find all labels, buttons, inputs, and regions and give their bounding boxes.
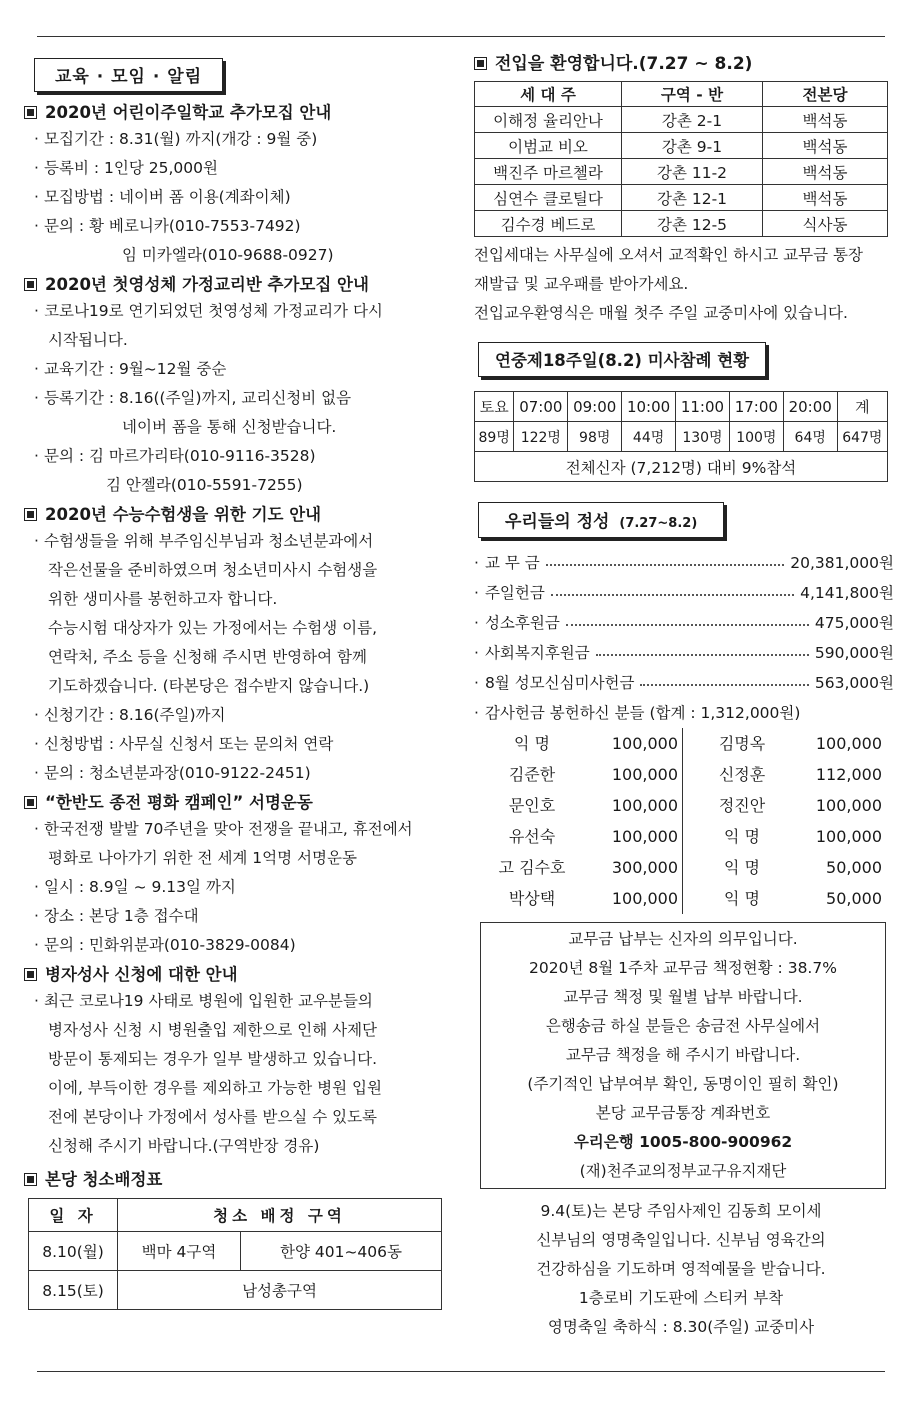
notice-line: 기도하겠습니다. (타본당은 접수받지 않습니다.) bbox=[48, 677, 370, 695]
table-cell: 강촌 12-1 bbox=[622, 185, 763, 211]
mass-count-cell: 647명 bbox=[837, 422, 887, 452]
bullet-dot: · bbox=[474, 554, 479, 572]
mass-count-cell: 98명 bbox=[568, 422, 622, 452]
donor-amount: 100,000 bbox=[611, 796, 678, 815]
notice-line: 방문이 통제되는 경우가 일부 발생하고 있습니다. bbox=[48, 1050, 378, 1068]
bullet-dot: · bbox=[474, 674, 479, 692]
mass-time-header: 토요 bbox=[475, 392, 514, 422]
offering-amount: 590,000원 bbox=[814, 644, 894, 662]
bullet-dot: · bbox=[474, 584, 479, 602]
mass-attendance-title: 연중제18주일(8.2) 미사참례 현황 bbox=[478, 342, 766, 377]
square-bullet-icon bbox=[24, 508, 37, 521]
notice-line: 김 안젤라(010-5591-7255) bbox=[106, 476, 303, 494]
square-bullet-icon bbox=[24, 796, 37, 809]
bullet-dot: · bbox=[474, 614, 479, 632]
offering-label: 사회복지후원금 bbox=[484, 644, 590, 662]
offering-amount: 4,141,800원 bbox=[800, 584, 894, 602]
col-header: 세 대 주 bbox=[475, 82, 622, 107]
square-bullet-icon bbox=[24, 106, 37, 119]
donor-name: 정진안 bbox=[718, 796, 766, 815]
welcome-note: 재발급 및 교우패를 받아가세요. bbox=[474, 275, 689, 293]
welcome-note: 전입교우환영식은 매월 첫주 주일 교중미사에 있습니다. bbox=[474, 304, 848, 322]
offerings-list bbox=[474, 548, 894, 698]
table-cell: 강촌 11-2 bbox=[622, 159, 763, 185]
donor-name: 고 김수호 bbox=[498, 858, 566, 877]
col-header: 구역 - 반 bbox=[622, 82, 763, 107]
welcome-note: 전입세대는 사무실에 오셔서 교적확인 하시고 교무금 통장 bbox=[474, 246, 863, 264]
square-bullet-icon bbox=[24, 278, 37, 291]
feast-line: 영명축일 축하식 : 8.30(주일) 교중미사 bbox=[547, 1318, 815, 1336]
donor-amount: 100,000 bbox=[611, 889, 678, 908]
mass-time-header: 10:00 bbox=[622, 392, 676, 422]
top-rule bbox=[37, 36, 885, 37]
tithe-line: (주기적인 납부여부 확인, 동명이인 필히 확인) bbox=[527, 1075, 839, 1093]
donor-amount: 50,000 bbox=[826, 889, 882, 908]
notice-line: 작은선물을 준비하였으며 청소년미사시 수험생을 bbox=[48, 561, 378, 579]
mass-count-cell: 89명 bbox=[475, 422, 514, 452]
table-cell: 백석동 bbox=[763, 107, 888, 133]
thanks-offering-line: · 감사헌금 봉헌하신 분들 (합계 : 1,312,000원) bbox=[474, 704, 801, 722]
welcome-rows bbox=[475, 107, 888, 237]
col-header: 전본당 bbox=[763, 82, 888, 107]
left-column bbox=[24, 50, 452, 1310]
donor-amount: 100,000 bbox=[815, 796, 882, 815]
donor-amount: 100,000 bbox=[611, 765, 678, 784]
donor-divider bbox=[682, 883, 694, 914]
notice-line: · 등록비 : 1인당 25,000원 bbox=[24, 154, 452, 183]
table-row bbox=[475, 422, 888, 452]
notice-line: · 신청기간 : 8.16(주일)까지 bbox=[24, 701, 452, 730]
cell-area: 백마 4구역 bbox=[118, 1232, 241, 1271]
table-header-row bbox=[475, 392, 888, 422]
square-bullet-icon bbox=[24, 968, 37, 981]
tithe-line: 교무금 책정을 해 주시기 바랍니다. bbox=[565, 1046, 801, 1064]
notice-line: · 일시 : 8.9일 ~ 9.13일 까지 bbox=[24, 873, 452, 902]
donor-name: 박상택 bbox=[508, 889, 556, 908]
section-heading-text: 2020년 수능수험생을 위한 기도 안내 bbox=[45, 505, 322, 524]
notice-line: · 교육기간 : 9월~12월 중순 bbox=[24, 355, 452, 384]
notice-line: · 모집방법 : 네이버 폼 이용(계좌이체) bbox=[24, 183, 452, 212]
section-heading-text: 병자성사 신청에 대한 안내 bbox=[45, 965, 238, 984]
feast-day-notice bbox=[474, 1197, 888, 1342]
donor-grid bbox=[478, 728, 894, 914]
dot-leader bbox=[546, 564, 785, 566]
welcome-notes bbox=[474, 241, 894, 328]
bottom-rule bbox=[37, 1371, 885, 1372]
notice-line: 전에 본당이나 가정에서 성사를 받으실 수 있도록 bbox=[48, 1108, 378, 1126]
notice-line: 병자성사 신청 시 병원출입 제한으로 인해 사제단 bbox=[48, 1021, 378, 1039]
section-heading-text: “한반도 종전 평화 캠페인” 서명운동 bbox=[45, 793, 313, 812]
notice-line: · 장소 : 본당 1층 접수대 bbox=[24, 902, 452, 931]
table-row bbox=[475, 107, 888, 133]
tithe-line: 교무금 책정 및 월별 납부 바랍니다. bbox=[563, 988, 803, 1006]
feast-line: 건강하심을 기도하며 영적예물을 받습니다. bbox=[536, 1260, 826, 1278]
mass-count-cell: 122명 bbox=[514, 422, 568, 452]
square-bullet-icon bbox=[474, 57, 487, 70]
attendance-summary: 전체신자 (7,212명) 대비 9%참석 bbox=[475, 452, 888, 482]
bullet-dot: · bbox=[474, 644, 479, 662]
table-row bbox=[475, 185, 888, 211]
mass-count-cell: 130명 bbox=[676, 422, 730, 452]
section-heading bbox=[24, 272, 452, 297]
table-cell: 이범교 비오 bbox=[475, 133, 622, 159]
donor-amount: 50,000 bbox=[826, 858, 882, 877]
section-heading-text: 2020년 어린이주일학교 추가모집 안내 bbox=[45, 103, 332, 122]
table-cell: 김수경 베드로 bbox=[475, 211, 622, 237]
mass-time-header: 20:00 bbox=[783, 392, 837, 422]
table-cell: 심연수 클로틸다 bbox=[475, 185, 622, 211]
notice-line: · 모집기간 : 8.31(월) 까지(개강 : 9월 중) bbox=[24, 125, 452, 154]
dot-leader bbox=[596, 654, 809, 656]
table-cell: 백진주 마르첼라 bbox=[475, 159, 622, 185]
table-cell: 강촌 12-5 bbox=[622, 211, 763, 237]
notice-line: · 최근 코로나19 사태로 병원에 입원한 교우분들의 bbox=[24, 987, 452, 1016]
cell-area: 남성총구역 bbox=[118, 1271, 442, 1310]
table-row bbox=[29, 1232, 442, 1271]
section-title-education: 교육 · 모임 · 알림 bbox=[34, 58, 223, 92]
right-column bbox=[474, 50, 894, 1342]
donor-name: 문인호 bbox=[508, 796, 556, 815]
donor-divider bbox=[682, 821, 694, 852]
donor-amount: 100,000 bbox=[611, 734, 678, 753]
cleaning-heading: 본당 청소배정표 bbox=[24, 1167, 452, 1192]
notice-line: · 문의 : 민화위분과(010-3829-0084) bbox=[24, 931, 452, 960]
tithe-line: 2020년 8월 1주차 교무금 책정현황 : 38.7% bbox=[529, 959, 837, 977]
dot-leader bbox=[566, 624, 809, 626]
table-cell: 백석동 bbox=[763, 159, 888, 185]
donor-name: 익 명 bbox=[514, 734, 550, 753]
donor-name: 익 명 bbox=[724, 827, 760, 846]
feast-line: 신부님의 영명축일입니다. 신부님 영육간의 bbox=[536, 1231, 826, 1249]
notice-line: 임 미카엘라(010-9688-0927) bbox=[122, 246, 334, 264]
feast-line: 9.4(토)는 본당 주임사제인 김동희 모이세 bbox=[540, 1202, 822, 1220]
table-row bbox=[475, 452, 888, 482]
table-cell: 식사동 bbox=[763, 211, 888, 237]
notice-line: · 신청방법 : 사무실 신청서 또는 문의처 연락 bbox=[24, 730, 452, 759]
square-bullet-icon bbox=[24, 1173, 37, 1186]
mass-count-cell: 64명 bbox=[783, 422, 837, 452]
cleaning-table bbox=[28, 1198, 442, 1310]
notice-line: · 문의 : 청소년분과장(010-9122-2451) bbox=[24, 759, 452, 788]
donor-name: 신정훈 bbox=[718, 765, 766, 784]
donor-amount: 100,000 bbox=[815, 734, 882, 753]
table-row bbox=[475, 211, 888, 237]
mass-time-header: 17:00 bbox=[729, 392, 783, 422]
table-header-row bbox=[29, 1199, 442, 1232]
offering-row bbox=[474, 578, 894, 608]
donor-name: 김명옥 bbox=[718, 734, 766, 753]
table-cell: 백석동 bbox=[763, 185, 888, 211]
offering-row bbox=[474, 638, 894, 668]
donor-divider bbox=[682, 790, 694, 821]
mass-time-header: 07:00 bbox=[514, 392, 568, 422]
table-cell: 강촌 9-1 bbox=[622, 133, 763, 159]
foundation-name: (재)천주교의정부교구유지재단 bbox=[579, 1162, 787, 1180]
donor-name: 익 명 bbox=[724, 889, 760, 908]
dot-leader bbox=[640, 684, 808, 686]
donor-amount: 100,000 bbox=[815, 827, 882, 846]
dot-leader bbox=[551, 594, 794, 596]
section-heading bbox=[24, 100, 452, 125]
section-heading bbox=[24, 962, 452, 987]
donor-name: 익 명 bbox=[724, 858, 760, 877]
welcome-heading: 전입을 환영합니다.(7.27 ~ 8.2) bbox=[474, 52, 894, 77]
donor-amount: 100,000 bbox=[611, 827, 678, 846]
offerings-title: 우리들의 정성 (7.27~8.2) bbox=[478, 502, 724, 538]
offering-label: 교 무 금 bbox=[484, 554, 540, 572]
table-header-row bbox=[475, 82, 888, 107]
offering-label: 주일헌금 bbox=[484, 584, 545, 602]
donor-amount: 300,000 bbox=[611, 858, 678, 877]
table-row bbox=[475, 133, 888, 159]
section-heading bbox=[24, 502, 452, 527]
offering-row bbox=[474, 668, 894, 698]
tithe-notice-box bbox=[480, 922, 886, 1189]
donor-amount: 112,000 bbox=[815, 765, 882, 784]
notice-sections bbox=[24, 100, 452, 1161]
mass-count-cell: 100명 bbox=[729, 422, 783, 452]
section-heading-text: 2020년 첫영성체 가정교리반 추가모집 안내 bbox=[45, 275, 369, 294]
mass-attendance-table bbox=[474, 391, 888, 482]
donor-divider bbox=[682, 852, 694, 883]
notice-line: 평화로 나아가기 위한 전 세계 1억명 서명운동 bbox=[48, 849, 357, 867]
notice-line: 위한 생미사를 봉헌하고자 합니다. bbox=[48, 590, 278, 608]
tithe-line: 본당 교무금통장 계좌번호 bbox=[595, 1104, 771, 1122]
tithe-line: 은행송금 하실 분들은 송금전 사무실에서 bbox=[545, 1017, 821, 1035]
notice-line: 시작됩니다. bbox=[48, 331, 128, 349]
notice-line: · 한국전쟁 발발 70주년을 맞아 전쟁을 끝내고, 휴전에서 bbox=[24, 815, 452, 844]
table-cell: 백석동 bbox=[763, 133, 888, 159]
donor-divider bbox=[682, 728, 694, 759]
feast-line: 1층로비 기도판에 스티커 부착 bbox=[578, 1289, 784, 1307]
section-heading bbox=[24, 790, 452, 815]
col-header-date: 일 자 bbox=[29, 1199, 118, 1232]
offering-amount: 475,000원 bbox=[814, 614, 894, 632]
notice-line: 신청해 주시기 바랍니다.(구역반장 경유) bbox=[48, 1137, 320, 1155]
offering-row bbox=[474, 608, 894, 638]
table-cell: 강촌 2-1 bbox=[622, 107, 763, 133]
tithe-line: 교무금 납부는 신자의 의무입니다. bbox=[568, 930, 798, 948]
bank-account: 우리은행 1005-800-900962 bbox=[573, 1133, 793, 1151]
notice-line: 수능시험 대상자가 있는 가정에서는 수험생 이름, bbox=[48, 619, 378, 637]
offering-amount: 20,381,000원 bbox=[790, 554, 894, 572]
notice-line: 네이버 폼을 통해 신청받습니다. bbox=[122, 418, 337, 436]
cell-date: 8.15(토) bbox=[29, 1271, 118, 1310]
offering-row bbox=[474, 548, 894, 578]
table-row bbox=[29, 1271, 442, 1310]
welcome-table bbox=[474, 81, 888, 237]
notice-line: 이에, 부득이한 경우를 제외하고 가능한 병원 입원 bbox=[48, 1079, 382, 1097]
mass-time-header: 09:00 bbox=[568, 392, 622, 422]
notice-line: · 코로나19로 연기되었던 첫영성체 가정교리가 다시 bbox=[24, 297, 452, 326]
cell-area: 한양 401~406동 bbox=[241, 1232, 442, 1271]
notice-line: · 문의 : 김 마르가리타(010-9116-3528) bbox=[24, 442, 452, 471]
cell-date: 8.10(월) bbox=[29, 1232, 118, 1271]
notice-line: · 등록기간 : 8.16((주일)까지, 교리신청비 없음 bbox=[24, 384, 452, 413]
table-row bbox=[475, 159, 888, 185]
notice-line: · 문의 : 황 베로니카(010-7553-7492) bbox=[24, 212, 452, 241]
mass-time-header: 11:00 bbox=[676, 392, 730, 422]
mass-time-header: 계 bbox=[837, 392, 887, 422]
offering-amount: 563,000원 bbox=[814, 674, 894, 692]
donor-divider bbox=[682, 759, 694, 790]
col-header-area: 청소 배정 구역 bbox=[118, 1199, 442, 1232]
donor-name: 유선숙 bbox=[508, 827, 556, 846]
offering-label: 8월 성모신심미사헌금 bbox=[484, 674, 635, 692]
notice-line: 연락처, 주소 등을 신청해 주시면 반영하여 함께 bbox=[48, 648, 367, 666]
notice-line: · 수험생들을 위해 부주임신부님과 청소년분과에서 bbox=[24, 527, 452, 556]
table-cell: 이해정 율리안나 bbox=[475, 107, 622, 133]
offering-label: 성소후원금 bbox=[484, 614, 560, 632]
donor-name: 김준한 bbox=[508, 765, 556, 784]
mass-count-cell: 44명 bbox=[622, 422, 676, 452]
